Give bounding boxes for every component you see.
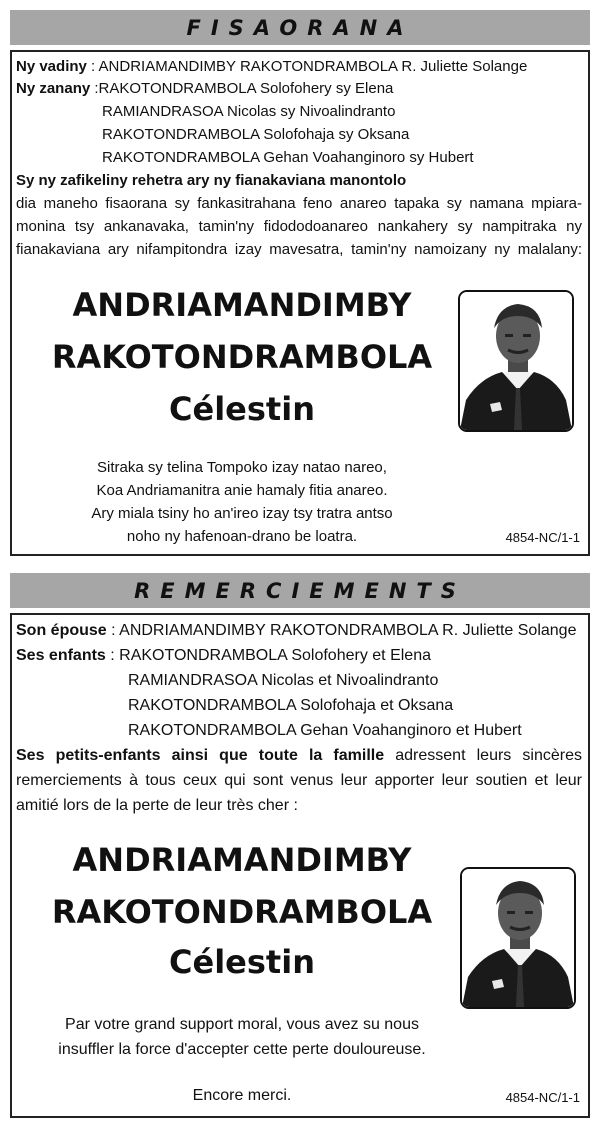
body-line: remerciements à tous ceux qui sont venus leur apporter leur soutien et leur [16, 772, 582, 789]
family-line [16, 745, 582, 767]
children-label: Ny zanany [16, 80, 91, 97]
family-heading: Sy ny zafikeliny rehetra ary ny fianakaviana manontolo [16, 172, 407, 189]
body-line: dia maneho fisaorana sy fankasitrahana feno anareo tapaka sy namana mpiara- [16, 195, 582, 212]
portrait-photo [460, 867, 576, 1009]
children-item: RAKOTONDRAMBOLA Gehan Voahanginoro sy Hubert [102, 149, 474, 166]
thanks-line: Par votre grand support moral, vous avez su nous [65, 1016, 419, 1033]
family-heading: Ses petits-enfants ainsi que toute la famille [16, 747, 385, 764]
portrait-photo [458, 290, 574, 432]
spouse-line [16, 56, 527, 78]
fisaorana-notice [10, 10, 590, 556]
deceased-name-line2: RAKOTONDRAMBOLA [51, 893, 433, 931]
family-rest: adressent leurs sincères [384, 747, 583, 764]
children-item: RAMIANDRASOA Nicolas sy Nivoalindranto [102, 103, 396, 120]
tribute-line: Sitraka sy telina Tompoko izay natao nareo, [97, 459, 387, 476]
fisaorana-box [10, 50, 590, 556]
remerciements-title: REMERCIEMENTS [134, 578, 466, 603]
body-line: monina tsy ankanavaka, tamin'ny fidododoanareo nankahery sy nampitraka ny [16, 218, 582, 235]
closing-line: Encore merci. [192, 1087, 292, 1104]
children-first: :RAKOTONDRAMBOLA Solofohery sy Elena [94, 80, 394, 97]
children-item: RAKOTONDRAMBOLA Solofohaja sy Oksana [102, 126, 410, 143]
deceased-name-line3: Célestin [169, 390, 315, 428]
deceased-name-line1: ANDRIAMANDIMBY [72, 286, 412, 324]
deceased-name-line1: ANDRIAMANDIMBY [72, 841, 412, 879]
fisaorana-banner [10, 10, 590, 45]
spouse-line [16, 620, 576, 642]
tribute-line: noho ny hafenoan-drano be loatra. [126, 528, 358, 545]
tribute-line: Koa Andriamanitra anie hamaly fitia anareo. [96, 482, 388, 499]
deceased-name-line3: Célestin [169, 943, 315, 981]
tribute-line: Ary miala tsiny ho an'ireo izay tsy tratra antso [91, 505, 393, 522]
thanks-line: insuffler la force d'accepter cette perte douloureuse. [58, 1041, 426, 1058]
spouse-value: : ANDRIAMANDIMBY RAKOTONDRAMBOLA R. Juliette Solange [106, 622, 577, 639]
reference-code: 4854-NC/1-1 [505, 530, 580, 545]
reference-code: 4854-NC/1-1 [505, 1090, 580, 1105]
children-item: RAKOTONDRAMBOLA Solofohaja et Oksana [128, 697, 454, 714]
spouse-label: Son épouse [16, 622, 107, 639]
children-first: : RAKOTONDRAMBOLA Solofohery et Elena [105, 647, 431, 664]
children-line [16, 78, 393, 100]
remerciements-box [10, 613, 590, 1118]
spouse-label: Ny vadiny [16, 58, 87, 75]
remerciements-notice [10, 573, 590, 1118]
children-line [16, 645, 431, 667]
body-line: fianakaviana ary nifampitondra izay mavesatra, tamin'ny namoizany ny malalany: [16, 241, 582, 258]
children-item: RAKOTONDRAMBOLA Gehan Voahanginoro et Hubert [128, 722, 522, 739]
remerciements-banner [10, 573, 590, 608]
spouse-value: : ANDRIAMANDIMBY RAKOTONDRAMBOLA R. Juliette Solange [91, 58, 528, 75]
deceased-name-line2: RAKOTONDRAMBOLA [51, 338, 433, 376]
children-label: Ses enfants [16, 647, 106, 664]
children-item: RAMIANDRASOA Nicolas et Nivoalindranto [128, 672, 439, 689]
fisaorana-title: FISAORANA [186, 15, 414, 40]
body-line: amitié lors de la perte de leur très cher : [16, 797, 298, 814]
